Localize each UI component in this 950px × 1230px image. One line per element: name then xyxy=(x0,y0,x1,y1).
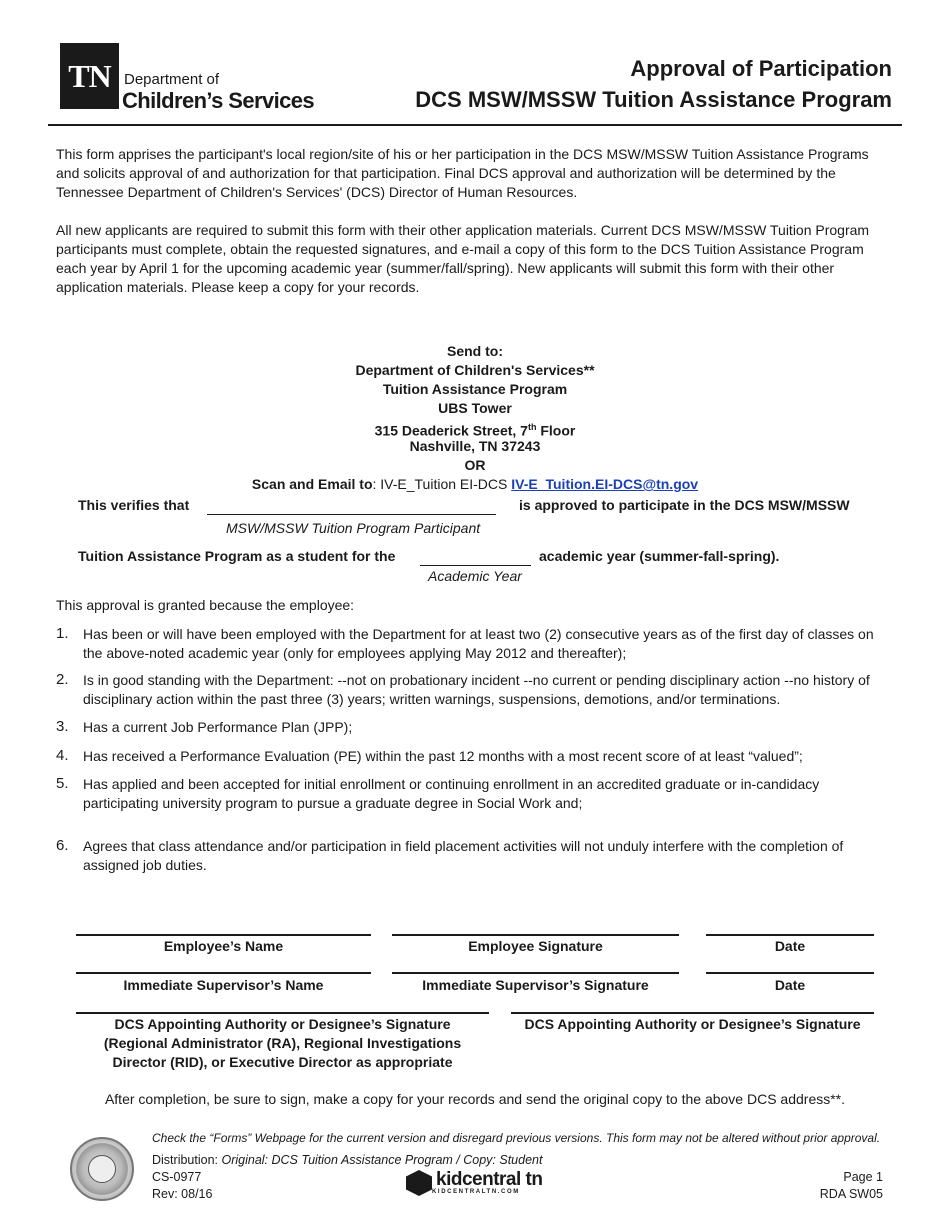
list-item-number: 2. xyxy=(56,671,69,688)
intro-paragraph-1: This form apprises the participant's local region/site of his or her participation in the DCS MSW/MSSW Tuition Assistance Programs and solicits approval of and authorization for that participation. Final DCS approval and authorization will be determined by the Tennessee Department of Children's Services' (DCS) Director of Human Resources. xyxy=(56,146,869,200)
list-item: Has been or will have been employed with the Department for at least two (2) consecutive years as of the first day of classes on the above-noted academic year (only for employees applying May 2012 and thereafter); xyxy=(83,626,874,661)
kidcentral-hex-icon xyxy=(406,1170,432,1196)
verify-suffix: is approved to participate in the DCS MSW/MSSW xyxy=(519,497,850,513)
authority-left-signature-field[interactable] xyxy=(76,1012,489,1014)
header-divider xyxy=(48,124,902,126)
list-item-number: 3. xyxy=(56,718,69,735)
verify-prefix: This verifies that xyxy=(78,497,190,513)
kidcentral-name: kidcentral tn xyxy=(436,1168,543,1190)
intro-paragraph-2: All new applicants are required to submit this form with their other application materials. Current DCS MSW/MSSW Tuition Program participants must complete, obtain the requested signatures, and e-mail a copy of this form to the DCS Tuition Assistance Program each year by April 1 for the upcoming academic year (summer/fall/spring). New applicants will submit this form with their other application materials. Please keep a copy for your records. xyxy=(56,222,870,295)
send-to-program: Tuition Assistance Program xyxy=(382,381,568,397)
form-title: Approval of Participation xyxy=(630,56,892,81)
send-to-city: Nashville, TN 37243 xyxy=(409,438,541,454)
list-item: Has received a Performance Evaluation (PE) within the past 12 months with a most recent score of at least “valued”; xyxy=(83,748,803,764)
list-item: Has a current Job Performance Plan (JPP); xyxy=(83,719,353,735)
page-number: Page 1 xyxy=(843,1170,883,1184)
list-item-number: 4. xyxy=(56,747,69,764)
revision-date: Rev: 08/16 xyxy=(152,1187,213,1201)
kidcentral-url: KIDCENTRALTN.COM xyxy=(432,1188,520,1195)
verify-line2-prefix: Tuition Assistance Program as a student for the xyxy=(78,548,396,564)
state-seal-center xyxy=(88,1155,116,1183)
scan-email-line: Scan and Email to: IV-E_Tuition EI-DCS IV-E_Tuition.EI-DCS@tn.gov xyxy=(251,476,699,492)
supervisor-name-field[interactable] xyxy=(76,972,371,974)
authority-right-signature-field[interactable] xyxy=(511,1012,874,1014)
authority-right-label: DCS Appointing Authority or Designee’s Signature xyxy=(524,1016,861,1032)
criteria-intro: This approval is granted because the employee: xyxy=(56,597,355,613)
rda-code: RDA SW05 xyxy=(819,1187,883,1201)
kidcentral-logo xyxy=(406,1170,542,1196)
completion-note: After completion, be sure to sign, make a copy for your records and send the original copy to the above DCS address**. xyxy=(104,1091,846,1107)
employee-name-field[interactable] xyxy=(76,934,371,936)
list-item: Is in good standing with the Department: --not on probationary incident --no current or pending disciplinary action --no history of disciplinary action within the past three (3) years; written warnings, suspensions, demotions, and/or terminations. xyxy=(83,672,870,707)
form-number: CS-0977 xyxy=(152,1170,202,1184)
participant-caption: MSW/MSSW Tuition Program Participant xyxy=(226,520,481,536)
list-item: Agrees that class attendance and/or participation in field placement activities will not unduly interfere with the completion of assigned job duties. xyxy=(83,838,844,873)
logo-department-text: Department of xyxy=(124,71,220,88)
forms-note: Check the “Forms” Webpage for the current version and disregard previous versions. This form may not be altered without prior approval. xyxy=(152,1131,881,1145)
supervisor-date-field[interactable] xyxy=(706,972,874,974)
logo-childrens-services-text: Children’s Services xyxy=(122,88,314,113)
send-to-dept: Department of Children's Services** xyxy=(355,362,595,378)
distribution-line: Distribution: Original: DCS Tuition Assistance Program / Copy: Student xyxy=(152,1153,543,1167)
email-link[interactable]: IV-E_Tuition.EI-DCS@tn.gov xyxy=(511,476,699,492)
participant-name-field[interactable] xyxy=(207,514,496,515)
send-to-building: UBS Tower xyxy=(438,400,512,416)
supervisor-signature-field[interactable] xyxy=(392,972,679,974)
list-item: Has applied and been accepted for initial enrollment or continuing enrollment in an accredited graduate or in-candidacy participating university program to pursue a graduate degree in Social Work and; xyxy=(83,776,820,811)
supervisor-signature-label: Immediate Supervisor’s Signature xyxy=(422,977,649,993)
send-to-heading: Send to: xyxy=(447,343,503,359)
authority-left-label: DCS Appointing Authority or Designee’s Signature (Regional Administrator (RA), Regional Investigations Director (RID), or Executive Director as appropriate xyxy=(103,1016,462,1070)
employee-date-label: Date xyxy=(774,938,806,954)
academic-year-field[interactable] xyxy=(420,565,531,566)
program-title: DCS MSW/MSSW Tuition Assistance Program xyxy=(415,87,892,112)
logo-abbrev: TN xyxy=(68,57,111,94)
list-item-number: 6. xyxy=(56,837,69,854)
employee-signature-label: Employee Signature xyxy=(468,938,603,954)
list-item-number: 5. xyxy=(56,775,69,792)
supervisor-date-label: Date xyxy=(774,977,806,993)
send-to-street: 315 Deaderick Street, 7th Floor xyxy=(374,422,576,439)
verify-line2-suffix: academic year (summer-fall-spring). xyxy=(539,548,780,564)
academic-year-caption: Academic Year xyxy=(428,568,522,584)
tn-logo xyxy=(60,43,119,109)
send-to-or: OR xyxy=(464,457,486,473)
employee-name-label: Employee’s Name xyxy=(163,938,284,954)
supervisor-name-label: Immediate Supervisor’s Name xyxy=(123,977,324,993)
list-item-number: 1. xyxy=(56,625,69,642)
employee-signature-field[interactable] xyxy=(392,934,679,936)
employee-date-field[interactable] xyxy=(706,934,874,936)
